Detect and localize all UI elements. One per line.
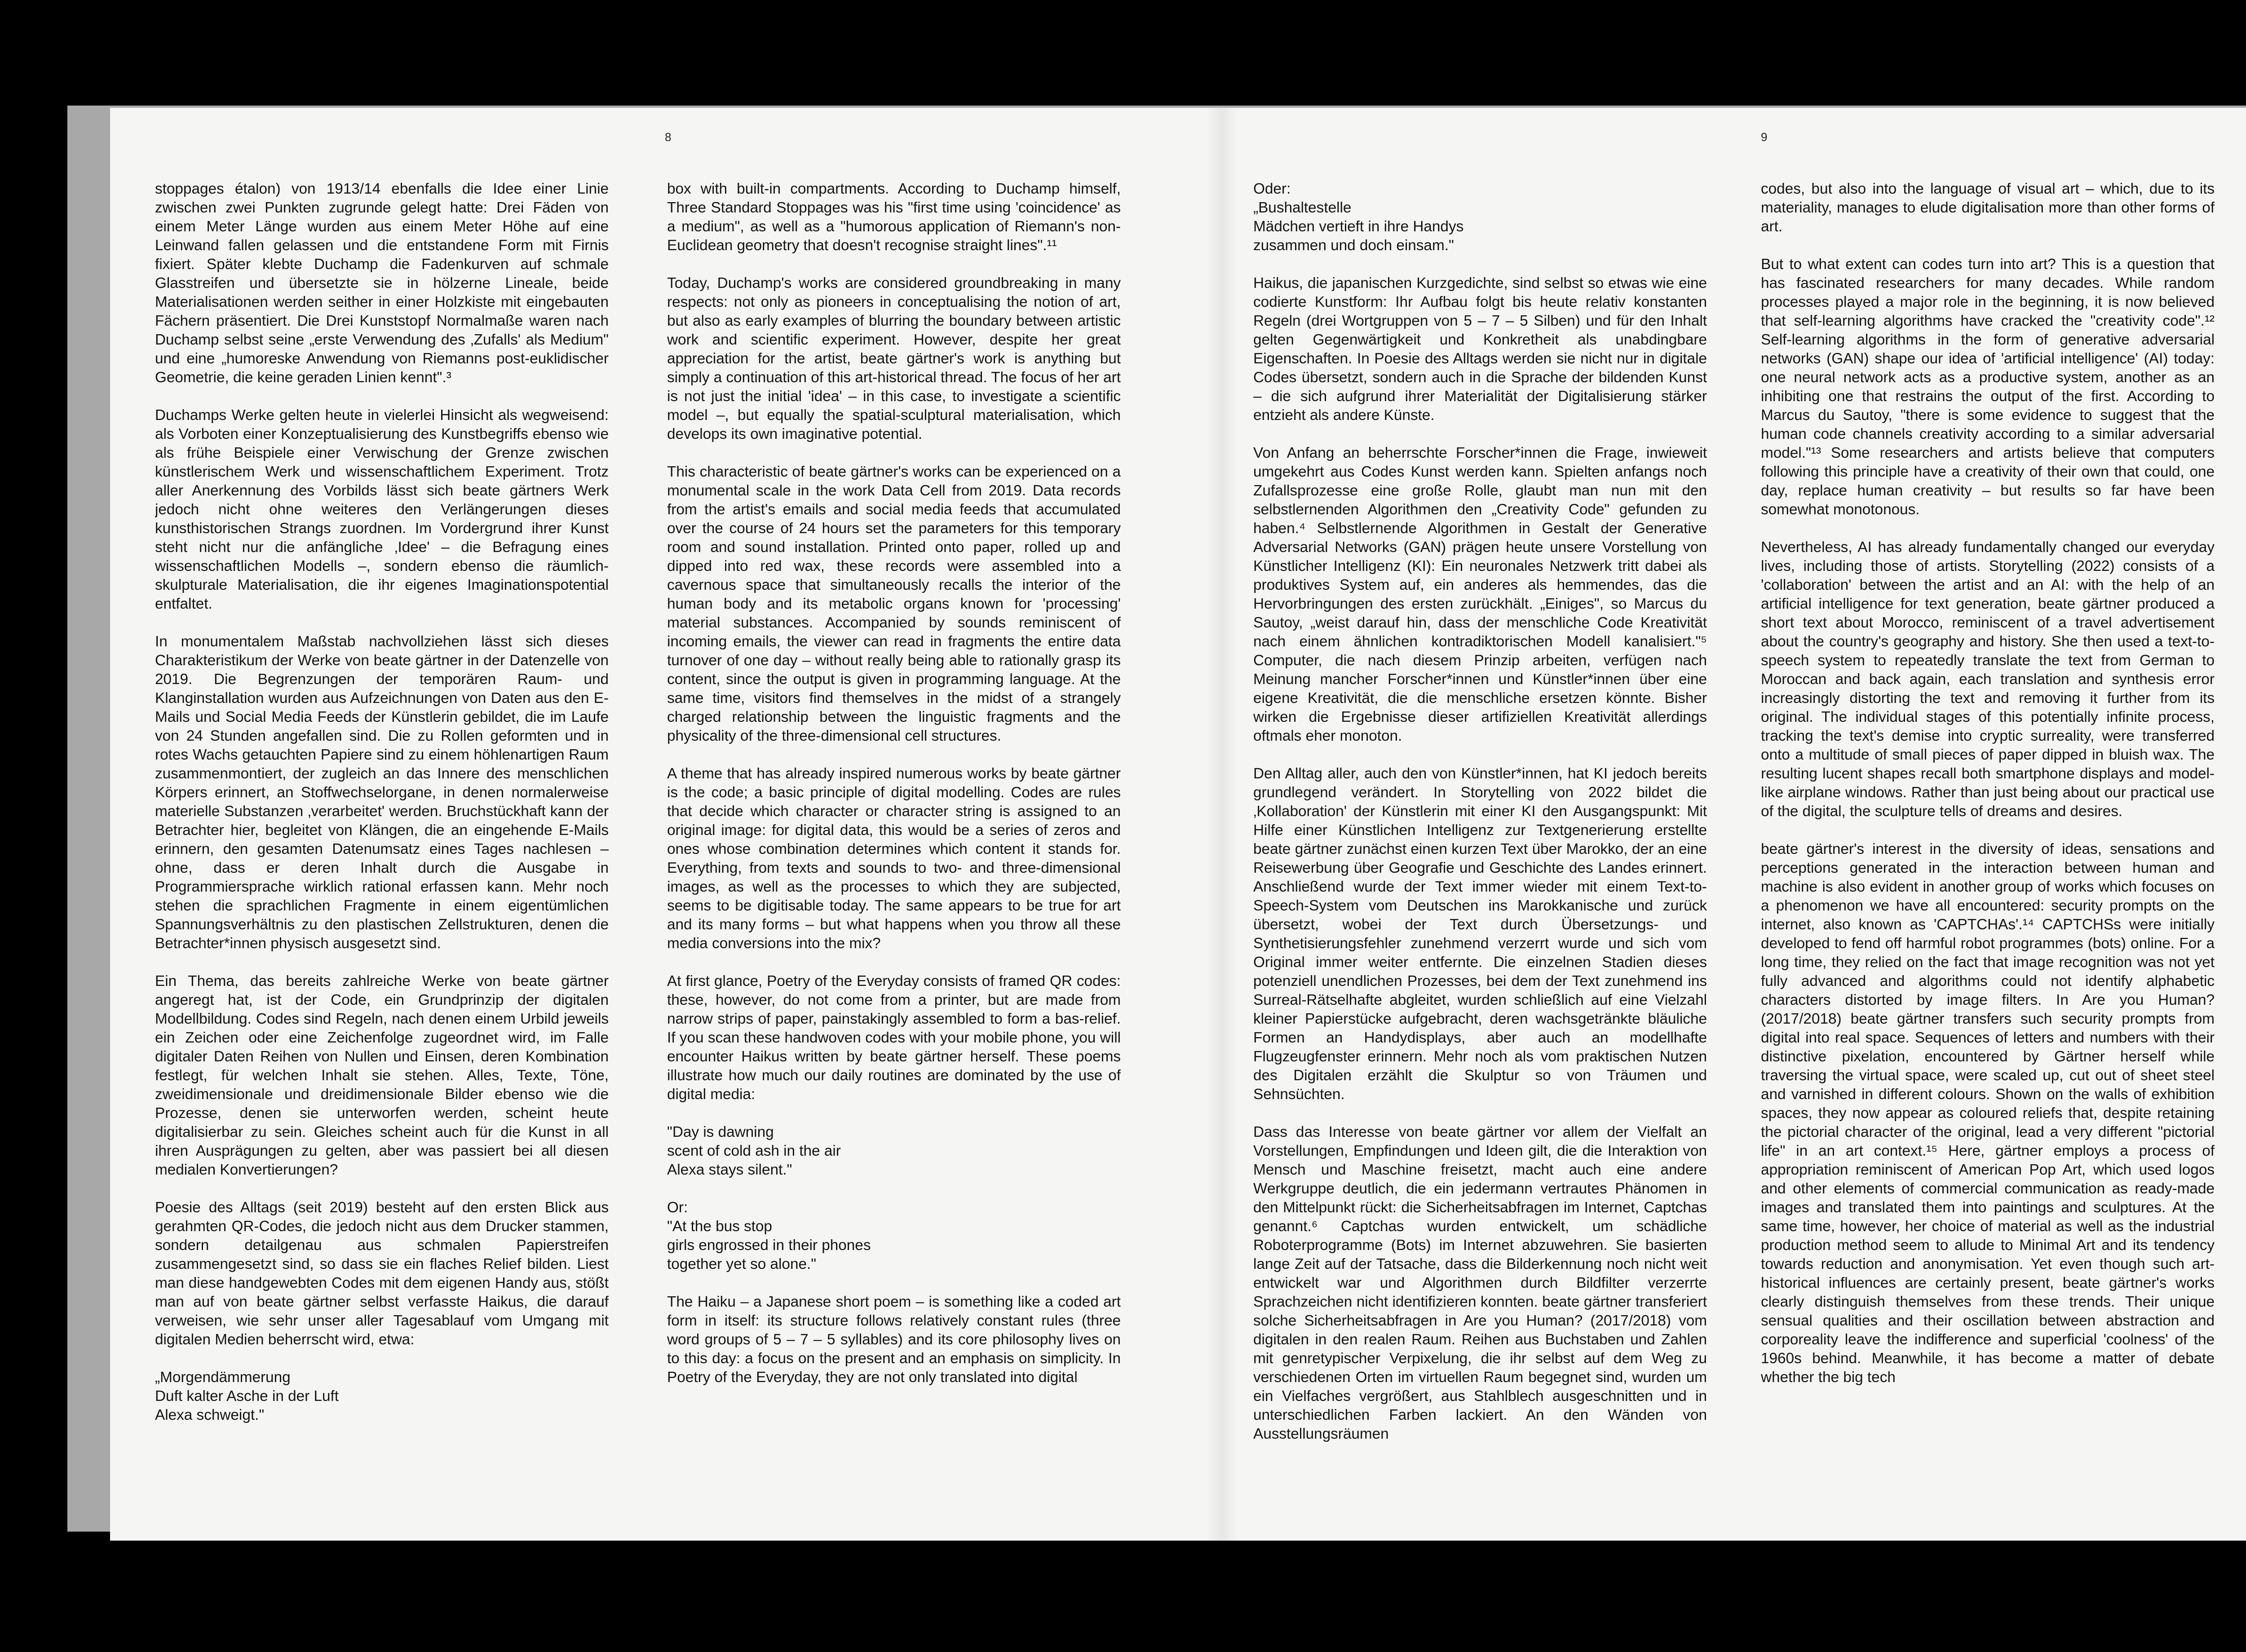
column-1-german [155, 180, 609, 1518]
paragraph: In monumentalem Maßstab nachvollziehen lässt sich dieses Charakteristikum der Werke von beate gärtner in der Datenzelle von 2019. Die Begrenzungen der temporären Raum- und Klanginstallation wurden aus Aufzeichnungen von Daten aus den E-Mails und Social Media Feeds der Künstlerin gebildet, die im Laufe von 24 Stunden angefallen sind. Die zu Rollen geformten und in rotes Wachs getauchten Papiere sind zu einem höhlenartigen Raum zusammenmontiert, der zugleich an das Innere des menschlichen Körpers erinnert, an Stoffwechselorgane, in denen normalerweise materielle Substanzen ‚verarbeitet' werden. Bruchstückhaft kann der Betrachter hier, begleitet von Klängen, die an eingehende E-Mails erinnern, den gesamten Datenumsatz eines Tages nachlesen – ohne, dass er deren Inhalt durch die Ausgabe in Programmiersprache wirklich rational erfassen kann. Mehr noch stehen die sprachlichen Fragmente in einem eigentümlichen Spannungsverhältnis zu den plastischen Zellstrukturen, denen die Betrachter*innen physisch ausgesetzt sind. [155, 633, 609, 952]
column-4-english [1761, 180, 2215, 1518]
poem-line: Mädchen vertieft in ihre Handys [1253, 218, 1464, 235]
paragraph: Dass das Interesse von beate gärtner vor allem der Vielfalt an Vorstellungen, Empfindungen und Ideen gilt, die die Interaktion von Mensch und Maschine freisetzt, macht auch eine andere Werkgruppe deutlich, die ein jedermann vertrautes Phänomen in den Mittelpunkt rückt: die Sicherheitsabfragen im Internet, Captchas genannt.⁶ Captchas wurden entwickelt, um schädliche Roboterprogramme (Bots) im Internet abzuwehren. Sie basierten lange Zeit auf der Tatsache, dass die Bilderkennung noch nicht weit entwickelt war und Algorithmen durch Bildfilter verzerrte Sprachzeichen nicht identifizieren konnten. beate gärtner transferiert solche Sicherheitsabfragen in Are you Human? (2017/2018) vom digitalen in den realen Raum. Reihen aus Buchstaben und Zahlen mit genretypischer Verpixelung, die ihr selbst auf dem Weg zu verschiedenen Orten im virtuellen Raum begegnet sind, wurden um ein Vielfaches vergrößert, aus Stahlblech ausgeschnitten und in unterschiedlichen Farben lackiert. An den Wänden von Ausstellungsräumen [1253, 1124, 1707, 1442]
paragraph: The Haiku – a Japanese short poem – is something like a coded art form in itself: its structure follows relatively constant rules (three word groups of 5 – 7 – 5 syllables) and its core philosophy lives on to this day: a focus on the present and an emphasis on simplicity. In Poetry of the Everyday, they are not only translated into digital [667, 1294, 1121, 1386]
poem-line: „Bushaltestelle [1253, 199, 1352, 216]
poem-line: Oder: [1253, 181, 1291, 197]
paragraph: stoppages étalon) von 1913/14 ebenfalls die Idee einer Linie zwischen zwei Punkten zugrunde gelegt hatte: Drei Fäden von einem Meter Länge wurden aus einem Meter Höhe auf eine Leinwand fallen gelassen und die entstandene Form mit Firnis fixiert. Später klebte Duchamp die Fadenkurven auf schmale Glasstreifen und übersetzte sie in hölzerne Lineale, beide Materialisationen werden seither in einer Holzkiste mit eingebauten Fächern präsentiert. Die Drei Kunststopf Normalmaße waren nach Duchamp selbst seine „erste Verwendung des ‚Zufalls' als Medium" und eine „humoreske Anwendung von Riemanns post-euklidischer Geometrie, die keine geraden Linien kennt".³ [155, 181, 609, 386]
paragraph: A theme that has already inspired numerous works by beate gärtner is the code; a basic principle of digital modelling. Codes are rules that decide which character or character string is assigned to an original image: for digital data, this would be a series of zeros and ones whose combination determines which content it stands for. Everything, from texts and sounds to two- and three-dimensional images, as well as the processes to which they are subjected, seems to be digitisable today. The same appears to be true for art and its many forms – but what happens when you throw all these media conversions into the mix? [667, 765, 1121, 952]
page-number-left: 8 [665, 130, 672, 144]
poem-line: Duft kalter Asche in der Luft [155, 1388, 339, 1405]
paragraph: At first glance, Poetry of the Everyday consists of framed QR codes: these, however, do not come from a printer, but are made from narrow strips of paper, painstakingly assembled to form a bas-relief. If you scan these handwoven codes with your mobile phone, you will encounter Haikus written by beate gärtner herself. These poems illustrate how much our daily routines are dominated by the use of digital media: [667, 973, 1121, 1103]
poem-line: „Morgendämmerung [155, 1369, 291, 1386]
paragraph: Duchamps Werke gelten heute in vielerlei Hinsicht als wegweisend: als Vorboten einer Konzeptualisierung des Kunstbegriffs ebenso wie als frühe Beispiele einer Verwischung der Grenze zwischen künstlerischem Werk und wissenschaftlichem Experiment. Trotz aller Anerkennung des Vorbilds lässt sich beate gärtners Werk jedoch nicht ohne weiteres den Verlängerungen dieses kunsthistorischen Strangs zuordnen. Im Vordergrund ihrer Kunst steht nicht nur die anfängliche ‚Idee' – die Befragung eines wissenschaftlichen Modells –, sondern ebenso die räumlich-skulpturale Materialisation, die ihr eigenes Imaginationspotential entfaltet. [155, 407, 609, 612]
poem-line: Or: [667, 1199, 688, 1216]
paragraph: Haikus, die japanischen Kurzgedichte, sind selbst so etwas wie eine codierte Kunstform: Ihr Aufbau folgt bis heute relativ konstanten Regeln (drei Wortgruppen von 5 – 7 – 5 Silben) und für den Inhalt gelten Gegenwärtigkeit und Konkretheit als unabdingbare Eigenschaften. In Poesie des Alltags werden sie nicht nur in digitale Codes übersetzt, sondern auch in die Sprache der bildenden Kunst – die sich aufgrund ihrer Materialität der Digitalisierung stärker entzieht als andere Künste. [1253, 275, 1707, 424]
paragraph: Von Anfang an beherrschte Forscher*innen die Frage, inwieweit umgekehrt aus Codes Kunst werden kann. Spielten anfangs noch Zufallsprozesse eine große Rolle, glaubt man nun mit den selbstlernenden Algorithmen den „Creativity Code" gefunden zu haben.⁴ Selbstlernende Algorithmen in Gestalt der Generative Adversarial Networks (GAN) prägen heute unsere Vorstellung von Künstlicher Intelligenz (KI): Ein neuronales Netzwerk tritt dabei als produktives System auf, ein anderes als hemmendes, das die Hervorbringungen des ersten zurückhält. „Einiges", so Marcus du Sautoy, „weist darauf hin, dass der menschliche Code Kreativität nach einem ähnlichen kontradiktorischen Modell kanalisiert."⁵ Computer, die nach diesem Prinzip arbeiten, verfügen nach Meinung mancher Forscher*innen und Künstler*innen über eine eigene Kreativität, die die menschliche ersetzen könnte. Bisher wirken die Ergebnisse dieser artifiziellen Kreativität allerdings oftmals eher monoton. [1253, 445, 1707, 744]
poem-line: "Day is dawning [667, 1124, 774, 1140]
paragraph: But to what extent can codes turn into art? This is a question that has fascinated researchers for many decades. While random processes played a major role in the beginning, it is now believed that self-learning algorithms have cracked the "creativity code".¹² Self-learning algorithms in the form of generative adversarial networks (GAN) shape our idea of 'artificial intelligence' (AI) today: one neural network acts as a productive system, another as an inhibiting one that restrains the output of the first. According to Marcus du Sautoy, "there is some evidence to suggest that the human code channels creativity according to a similar adversarial model."¹³ Some researchers and artists believe that computers following this principle have a creativity of their own that could, one day, replace human creativity – but results so far have been somewhat monotonous. [1761, 256, 2215, 518]
paragraph: Poesie des Alltags (seit 2019) besteht auf den ersten Blick aus gerahmten QR-Codes, die jedoch nicht aus dem Drucker stammen, sondern detailgenau aus schmalen Papierstreifen zusammengesetzt sind, so dass sie ein flaches Relief bilden. Liest man diese handgewebten Codes mit dem eigenen Handy aus, stößt man auf von beate gärtner selbst verfasste Haikus, die darauf verweisen, wie sehr unser aller Tagesablauf vom Umgang mit digitalen Medien beherrscht wird, etwa: [155, 1199, 609, 1348]
column-2-english [667, 180, 1121, 1518]
paragraph: Nevertheless, AI has already fundamentally changed our everyday lives, including those of artists. Storytelling (2022) consists of a 'collaboration' between the artist and an AI: with the help of an artificial intelligence for text generation, beate gärtner produced a short text about Morocco, reminiscent of a travel advertisement about the country's geography and history. She then used a text-to-speech system to repeatedly translate the text from German to Moroccan and back again, each translation and synthesis error increasingly distorting the text and removing it further from its original. The individual stages of this potentially infinite process, tracking the text's demise into cryptic surreality, were transferred onto a multitude of small pieces of paper dipped in bluish wax. The resulting lucent shapes recall both smartphone displays and model-like airplane windows. Rather than just being about our practical use of the digital, the sculpture tells of dreams and desires. [1761, 539, 2215, 820]
poem-line: zusammen und doch einsam." [1253, 237, 1454, 254]
poem-line: together yet so alone." [667, 1256, 817, 1272]
haiku-poem [1253, 180, 1707, 255]
paragraph: This characteristic of beate gärtner's works can be experienced on a monumental scale in the work Data Cell from 2019. Data records from the artist's emails and social media feeds that accumulated over the course of 24 hours set the parameters for this temporary room and sound installation. Printed onto paper, rolled up and dipped into red wax, these records were assembled into a cavernous space that simultaneously recalls the interior of the human body and its metabolic organs known for 'processing' material substances. Accompanied by sounds reminiscent of incoming emails, the viewer can read in fragments the entire data turnover of one day – without really being able to rationally grasp its content, since the output is given in programming language. At the same time, visitors find themselves in the midst of a strangely charged relationship between the linguistic fragments and the physicality of the three-dimensional cell structures. [667, 464, 1121, 744]
book-spread [110, 108, 2246, 1541]
poem-line: Alexa stays silent." [667, 1162, 792, 1178]
haiku-poem [155, 1368, 609, 1425]
paragraph: Today, Duchamp's works are considered groundbreaking in many respects: not only as pioneers in conceptualising the notion of art, but also as early examples of blurring the boundary between artistic work and scientific experiment. However, despite her great appreciation for the artist, beate gärtner's work is anything but simply a continuation of this art-historical thread. The focus of her art is not just the initial 'idea' – in this case, to investigate a scientific model –, but equally the spatial-sculptural materialisation, which develops its own imaginative potential. [667, 275, 1121, 442]
poem-line: scent of cold ash in the air [667, 1143, 841, 1159]
poem-line: Alexa schweigt." [155, 1407, 265, 1423]
poem-line: "At the bus stop [667, 1218, 772, 1235]
column-3-german [1253, 180, 1707, 1518]
haiku-poem [667, 1123, 1121, 1179]
paragraph: codes, but also into the language of visual art – which, due to its materiality, manages to elude digitalisation more than other forms of art. [1761, 181, 2215, 235]
paragraph: Den Alltag aller, auch den von Künstler*innen, hat KI jedoch bereits grundlegend verändert. In Storytelling von 2022 bildet die ‚Kollaboration' der Künstlerin mit einer KI den Ausgangspunkt: Mit Hilfe einer Künstlichen Intelligenz zur Textgenerierung erstellte beate gärtner zunächst einen kurzen Text über Marokko, der an eine Reisewerbung über Geografie und Geschichte des Landes erinnert. Anschließend wurde der Text immer wieder mit einem Text-to-Speech-System vom Deutschen ins Marokkanische und zurück übersetzt, wobei der Text durch Übersetzungs- und Synthetisierungsfehler zunehmend verzerrt wurde und sich vom Original immer weiter entfernte. Die einzelnen Stadien dieses potenziell unendlichen Prozesses, bei dem der Text zunehmend ins Surreal-Rätselhafte abgleitet, wurden schließlich auf eine Vielzahl kleiner Papierstücke aufgebracht, deren wachsgetränkte bläuliche Formen an Handydisplays, aber auch an modellhafte Flugzeugfenster erinnern. Mehr noch als vom praktischen Nutzen des Digitalen erzählt die Skulptur so von Träumen und Sehnsüchten. [1253, 765, 1707, 1103]
paragraph: box with built-in compartments. According to Duchamp himself, Three Standard Stoppages was his "first time using 'coincidence' as a medium", as well as a "humorous application of Riemann's non-Euclidean geometry that doesn't recognise straight lines".¹¹ [667, 181, 1121, 254]
paragraph: Ein Thema, das bereits zahlreiche Werke von beate gärtner angeregt hat, ist der Code, ein Grundprinzip der digitalen Modellbildung. Codes sind Regeln, nach denen einem Urbild jeweils ein Zeichen oder eine Zeichenfolge zugeordnet wird, im Falle digitaler Daten Reihen von Nullen und Einsen, deren Kombination festlegt, für welchen Inhalt sie stehen. Alles, Texte, Töne, zweidimensionale und dreidimensionale Bilder ebenso wie die Prozesse, denen sie unterworfen werden, scheint heute digitalisierbar zu sein. Gleiches scheint auch für die Kunst in all ihren Ausprägungen zu gelten, aber was passiert bei all diesen medialen Konvertierungen? [155, 973, 609, 1178]
poem-line: girls engrossed in their phones [667, 1237, 871, 1254]
haiku-poem [667, 1198, 1121, 1274]
paragraph: beate gärtner's interest in the diversity of ideas, sensations and perceptions generated in the interaction between human and machine is also evident in another group of works which focuses on a phenomenon we have all encountered: security prompts on the internet, also known as 'CAPTCHAs'.¹⁴ CAPTCHSs were initially developed to fend off harmful robot programmes (bots) online. For a long time, they relied on the fact that image recognition was not yet fully advanced and algorithms could not identify alphabetic characters distorted by image filters. In Are you Human? (2017/2018) beate gärtner transfers such security prompts from digital into real space. Sequences of letters and numbers with their distinctive pixelation, encountered by Gärtner herself while traversing the virtual space, were scaled up, cut out of sheet steel and varnished in different colours. Shown on the walls of exhibition spaces, they now appear as coloured reliefs that, despite retaining the pictorial character of the original, lead a very different "pictorial life" in an art context.¹⁵ Here, gärtner employs a process of appropriation reminiscent of American Pop Art, which used logos and other elements of commercial communication as ready-made images and translated them into paintings and sculptures. At the same time, however, her choice of material as well as the industrial production method seem to allude to Minimal Art and its tendency towards reduction and anonymisation. Yet even though such art-historical influences are certainly present, beate gärtner's works clearly distinguish themselves from these trends. Their unique sensual qualities and their oscillation between abstraction and corporeality leave the indifference and superficial 'coolness' of the 1960s behind. Meanwhile, it has become a matter of debate whether the big tech [1761, 841, 2215, 1386]
book-gutter [1206, 108, 1238, 1541]
page-number-right: 9 [1761, 130, 1768, 144]
